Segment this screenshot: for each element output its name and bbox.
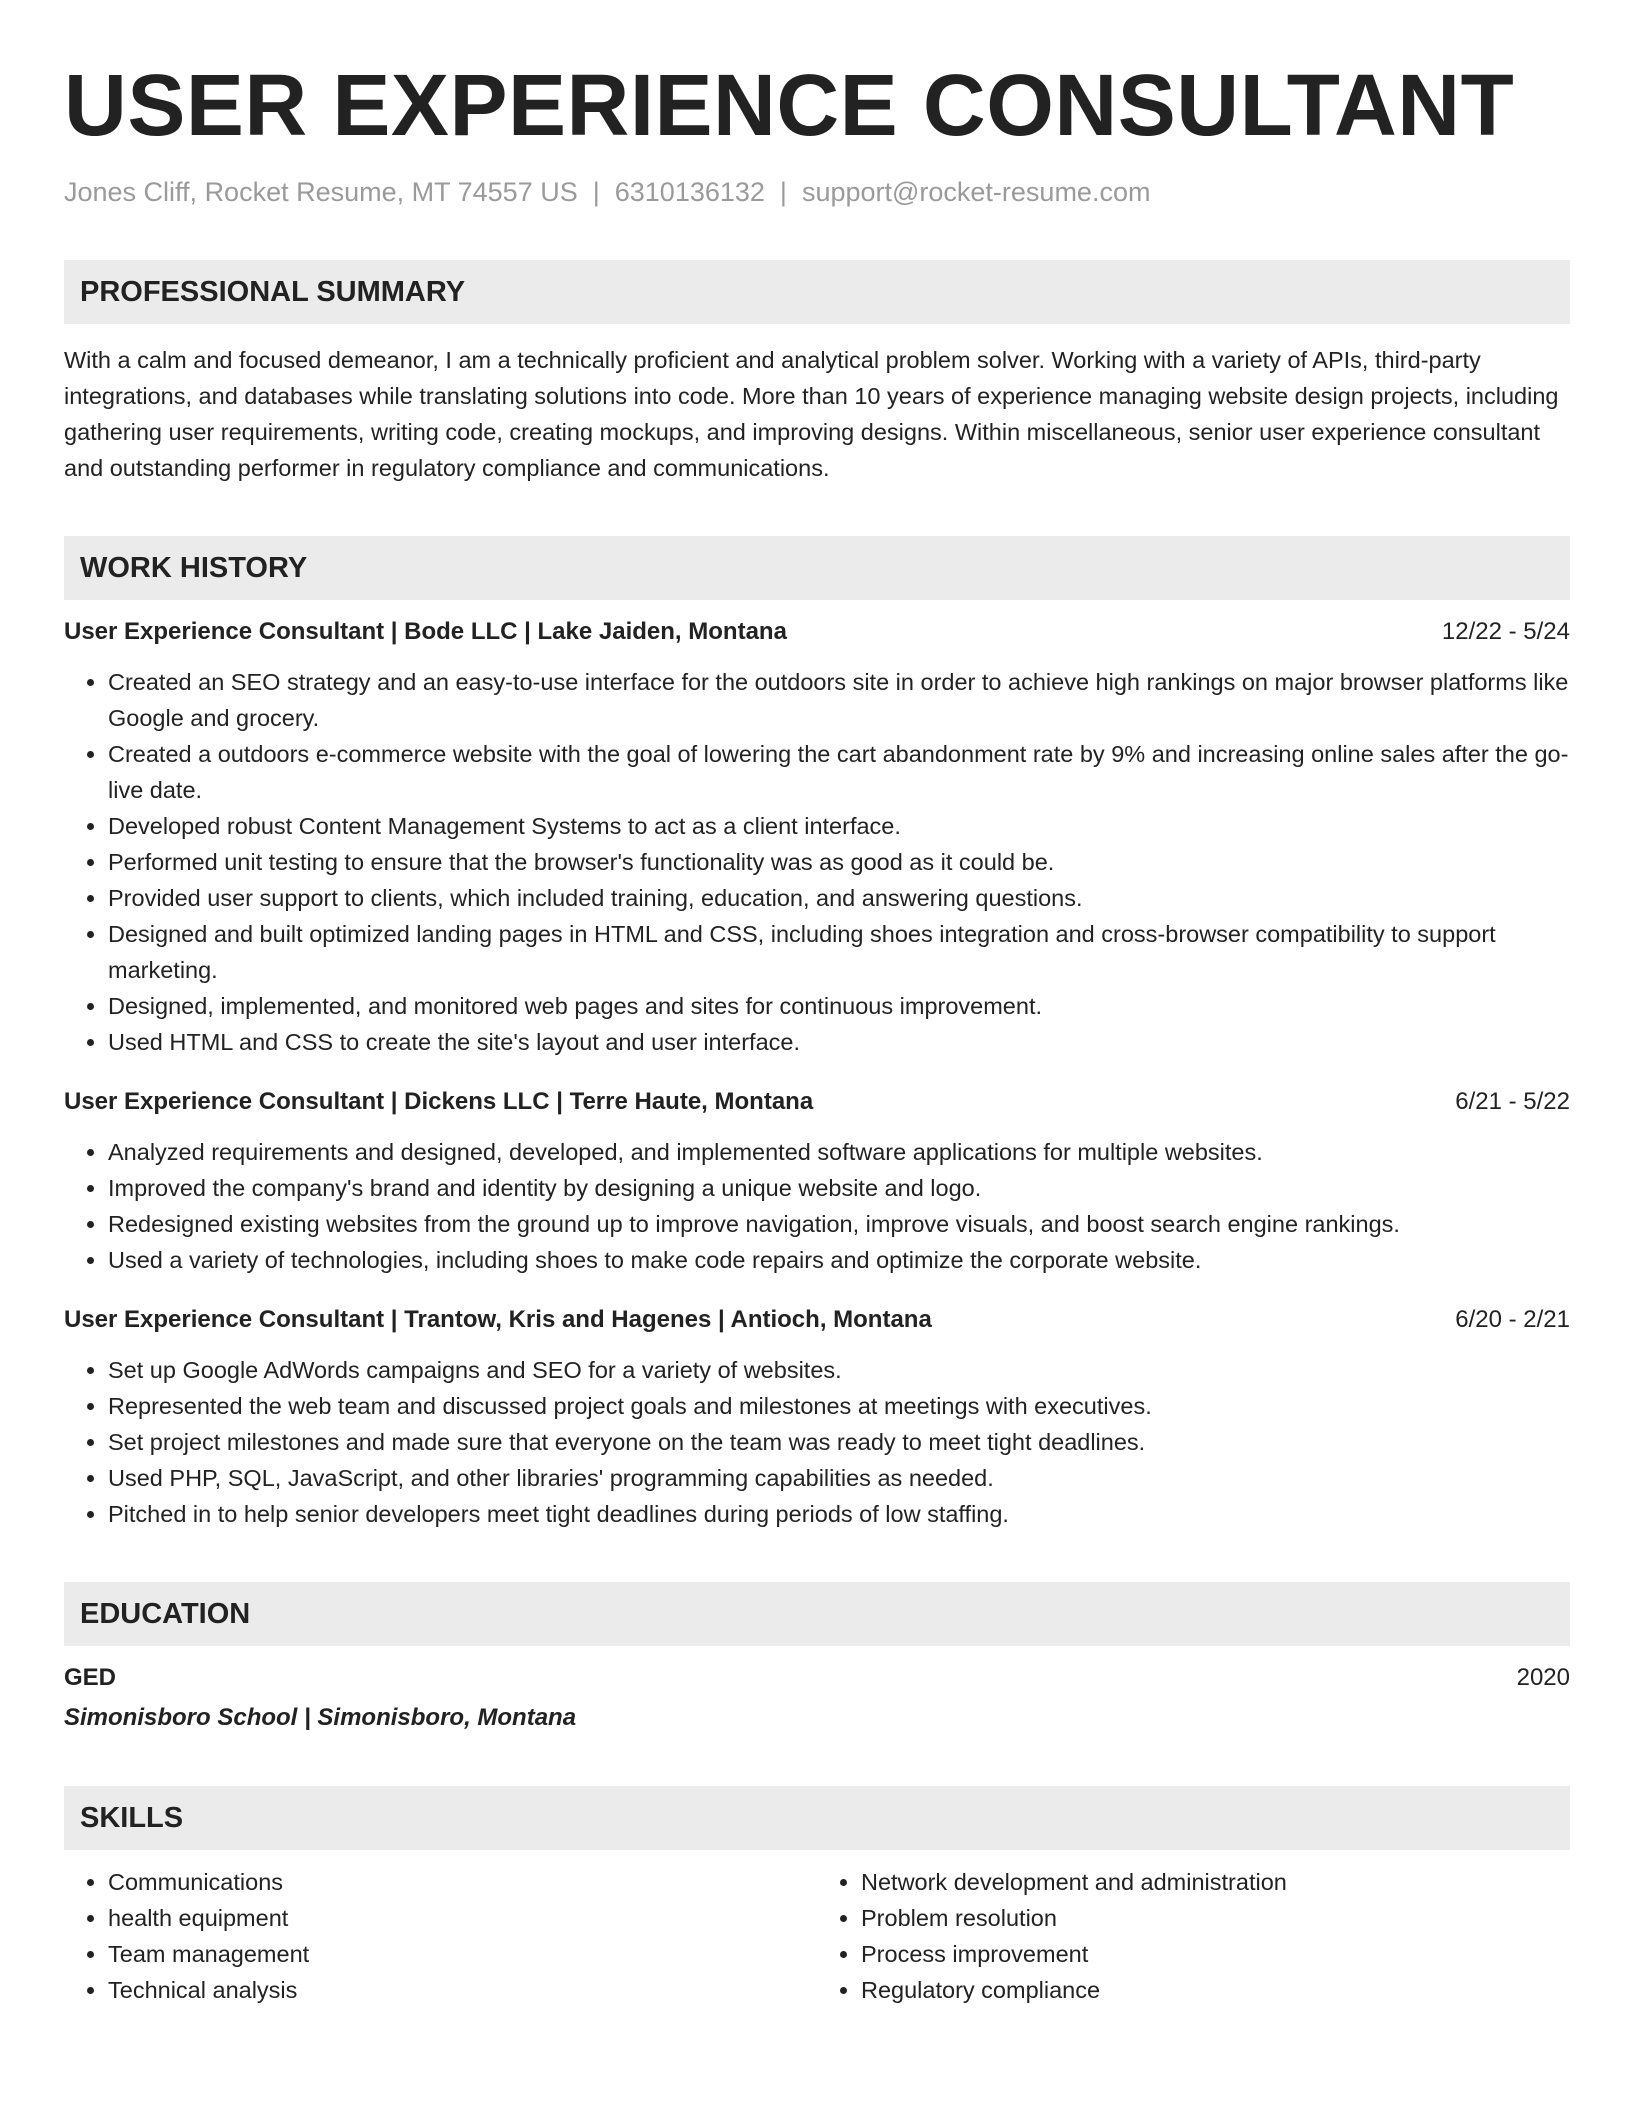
job-header [64, 1302, 1570, 1338]
work-section-header [64, 536, 1570, 600]
job-entry [64, 1084, 1570, 1278]
contact-separator: | [779, 177, 787, 207]
education-year: 2020 [1516, 1664, 1570, 1691]
candidate-title: USER EXPERIENCE CONSULTANT [64, 57, 1515, 154]
skill-item: • Network development and administration [861, 1864, 1570, 1900]
job-bullet: • Developed robust Content Management Systems to act as a client interface. [108, 808, 1570, 844]
job-title: User Experience Consultant | Trantow, Kris and Hagenes | Antioch, Montana [64, 1306, 932, 1333]
job-bullets [64, 1134, 1570, 1278]
skill-item: • health equipment [108, 1900, 817, 1936]
contact-line [64, 174, 1570, 210]
skill-item: • Team management [108, 1936, 817, 1972]
job-title: User Experience Consultant | Bode LLC | Lake Jaiden, Montana [64, 618, 787, 645]
job-dates: 12/22 - 5/24 [1441, 618, 1570, 645]
job-bullet: • Created an SEO strategy and an easy-to-use interface for the outdoors site in order to achieve high rankings on major browser platforms like Google and grocery. [108, 664, 1570, 736]
job-bullet: • Represented the web team and discussed project goals and milestones at meetings with executives. [108, 1388, 1570, 1424]
job-dates: 6/21 - 5/22 [1455, 1088, 1570, 1115]
job-entry [64, 1302, 1570, 1532]
summary-text: With a calm and focused demeanor, I am a technically proficient and analytical problem solver. Working with a variety of APIs, third-party integrations, and databases while translating solutions into code. More than 10 years of experience managing website design projects, including gathering user requirements, writing code, creating mockups, and improving designs. Within miscellaneous, senior user experience consultant and outstanding performer in regulatory compliance and communications. [64, 347, 1559, 481]
job-dates: 6/20 - 2/21 [1455, 1306, 1570, 1333]
summary-section-header [64, 260, 1570, 324]
skills-column-right [817, 1864, 1570, 2008]
education-section-header [64, 1582, 1570, 1646]
education-entry [64, 1660, 1570, 1736]
education-school: Simonisboro School | Simonisboro, Montana [64, 1704, 577, 1731]
job-header [64, 1084, 1570, 1120]
job-bullet: • Provided user support to clients, which included training, education, and answering questions. [108, 880, 1570, 916]
education-heading: EDUCATION [80, 1597, 251, 1630]
job-bullet: • Used PHP, SQL, JavaScript, and other libraries' programming capabilities as needed. [108, 1460, 1570, 1496]
contact-email: support@rocket-resume.com [801, 177, 1151, 207]
job-bullet: • Set up Google AdWords campaigns and SEO for a variety of websites. [108, 1352, 1570, 1388]
resume-content [64, 58, 1570, 2008]
job-bullet: • Set project milestones and made sure that everyone on the team was ready to meet tight deadlines. [108, 1424, 1570, 1460]
job-entry [64, 614, 1570, 1060]
job-bullet: • Performed unit testing to ensure that the browser's functionality was as good as it could be. [108, 844, 1570, 880]
skills-column-left [64, 1864, 817, 2008]
job-header [64, 614, 1570, 650]
skill-item: • Technical analysis [108, 1972, 817, 2008]
job-bullet: • Redesigned existing websites from the ground up to improve navigation, improve visuals, and boost search engine rankings. [108, 1206, 1570, 1242]
skill-item: • Process improvement [861, 1936, 1570, 1972]
skills-section-header [64, 1786, 1570, 1850]
skill-item: • Problem resolution [861, 1900, 1570, 1936]
job-bullet: • Designed, implemented, and monitored web pages and sites for continuous improvement. [108, 988, 1570, 1024]
skill-item: • Regulatory compliance [861, 1972, 1570, 2008]
contact-phone: 6310136132 [614, 177, 765, 207]
skills-heading: SKILLS [80, 1801, 184, 1834]
job-bullet: • Pitched in to help senior developers meet tight deadlines during periods of low staffing. [108, 1496, 1570, 1532]
contact-separator: | [592, 177, 600, 207]
skill-item: • Communications [108, 1864, 817, 1900]
work-heading: WORK HISTORY [80, 551, 308, 584]
skills-columns [64, 1864, 1570, 2008]
job-bullets [64, 664, 1570, 1060]
job-bullet: • Designed and built optimized landing pages in HTML and CSS, including shoes integration and cross-browser compatibility to support marketing. [108, 916, 1570, 988]
job-bullet: • Created a outdoors e-commerce website with the goal of lowering the cart abandonment rate by 9% and increasing online sales after the go-live date. [108, 736, 1570, 808]
job-bullets [64, 1352, 1570, 1532]
job-bullet: • Analyzed requirements and designed, developed, and implemented software applications for multiple websites. [108, 1134, 1570, 1170]
job-bullet: • Used HTML and CSS to create the site's layout and user interface. [108, 1024, 1570, 1060]
job-title: User Experience Consultant | Dickens LLC | Terre Haute, Montana [64, 1088, 814, 1115]
job-bullet: • Improved the company's brand and identity by designing a unique website and logo. [108, 1170, 1570, 1206]
job-bullet: • Used a variety of technologies, including shoes to make code repairs and optimize the corporate website. [108, 1242, 1570, 1278]
education-degree: GED [64, 1664, 117, 1691]
education-header [64, 1660, 1570, 1696]
summary-heading: PROFESSIONAL SUMMARY [80, 275, 466, 308]
contact-address: Jones Cliff, Rocket Resume, MT 74557 US [64, 177, 578, 207]
